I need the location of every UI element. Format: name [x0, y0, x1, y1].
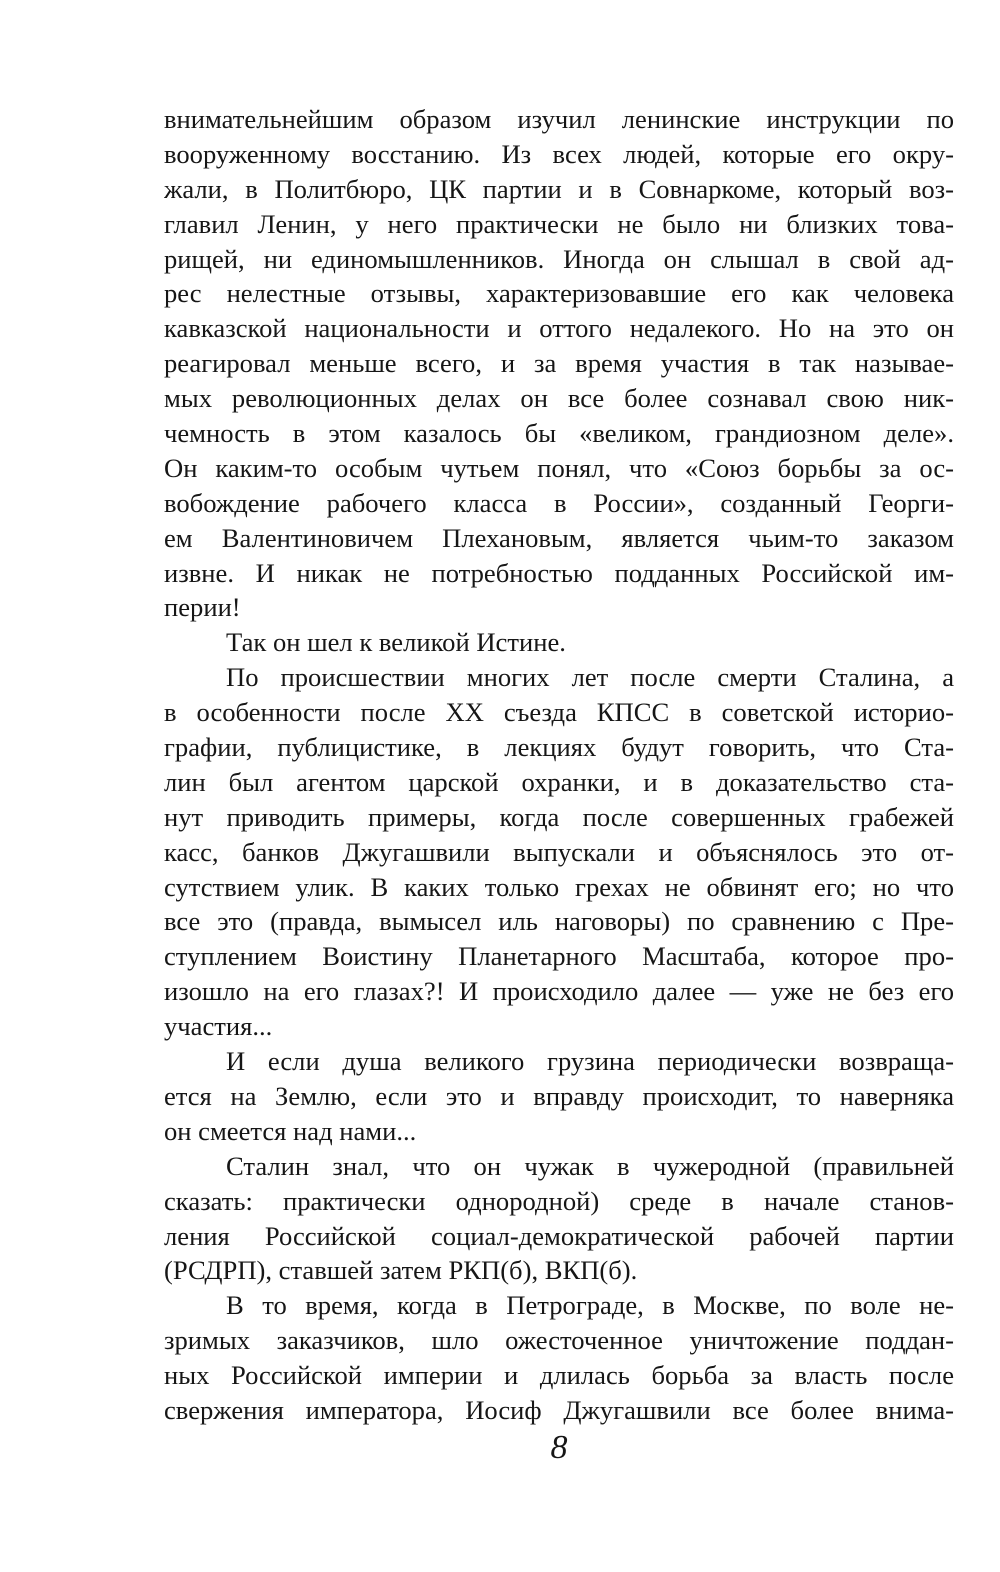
text-line: зримых заказчиков, шло ожесточенное уничтожение поддан- — [164, 1325, 954, 1356]
text-line: в особенности после XX съезда КПСС в советской историо- — [164, 697, 954, 728]
text-line: касс, банков Джугашвили выпускали и объяснялось это от- — [164, 836, 954, 867]
text-line: ления Российской социал-демократической рабочей партии — [164, 1220, 954, 1251]
text-line: Сталин знал, что он чужак в чужеродной (правильней — [226, 1150, 954, 1181]
text-line: вооруженному восстанию. Из всех людей, которые его окру- — [164, 138, 954, 169]
text-line: изошло на его глазах?! И происходило далее — уже не без его — [164, 976, 954, 1007]
text-line: реагировал меньше всего, и за время участия в так называе- — [164, 348, 954, 379]
text-line: кавказской национальности и оттого недалекого. Но на это он — [164, 313, 954, 344]
text-line: все это (правда, вымысел иль наговоры) по сравнению с Пре- — [164, 906, 954, 937]
text-line: главил Ленин, у него практически не было ни близких това- — [164, 208, 954, 239]
page-number: 8 — [550, 1429, 568, 1466]
text-line: перии! — [164, 592, 241, 623]
text-line: нут приводить примеры, когда после совершенных грабежей — [164, 801, 954, 832]
text-line: извне. И никак не потребностью подданных Российской им- — [164, 557, 954, 588]
text-line: участия... — [164, 1011, 273, 1042]
text-line: мых революционных делах он все более сознавал свою ник- — [164, 383, 954, 414]
text-line: ных Российской империи и длилась борьба за власть после — [164, 1360, 954, 1391]
text-line: чемность в этом казалось бы «великом, грандиозном деле». — [164, 418, 954, 449]
body-text — [164, 102, 954, 1428]
text-line: Так он шел к великой Истине. — [226, 627, 566, 658]
text-line: рищей, ни единомышленников. Иногда он слышал в свой ад- — [164, 243, 954, 274]
text-line: жали, в Политбюро, ЦК партии и в Совнаркоме, который воз- — [164, 173, 954, 204]
text-line: сказать: практически однородной) среде в начале станов- — [164, 1185, 954, 1216]
text-line: Он каким-то особым чутьем понял, что «Союз борьбы за ос- — [164, 452, 954, 483]
text-line: ется на Землю, если это и вправду происходит, то наверняка — [164, 1080, 954, 1111]
text-line: По происшествии многих лет после смерти Сталина, а — [226, 662, 954, 693]
text-line: ступлением Воистину Планетарного Масштаба, которое про- — [164, 941, 954, 972]
text-line: В то время, когда в Петрограде, в Москве, по воле не- — [226, 1290, 954, 1321]
text-line: ем Валентиновичем Плехановым, является чьим-то заказом — [164, 522, 954, 553]
text-line: свержения императора, Иосиф Джугашвили все более внима- — [164, 1394, 954, 1425]
text-line: (РСДРП), ставшей затем РКП(б), ВКП(б). — [164, 1255, 638, 1286]
text-line: внимательнейшим образом изучил ленинские инструкции по — [164, 104, 954, 134]
text-line: графии, публицистике, в лекциях будут говорить, что Ста- — [164, 732, 954, 763]
text-line: вобождение рабочего класса в России», созданный Георги- — [164, 487, 954, 518]
text-line: он смеется над нами... — [164, 1115, 417, 1146]
text-line: рес нелестные отзывы, характеризовавшие его как человека — [164, 278, 954, 309]
text-line: сутствием улик. В каких только грехах не обвинят его; но что — [164, 871, 954, 902]
text-line: лин был агентом царской охранки, и в доказательство ста- — [164, 766, 954, 797]
text-line: И если душа великого грузина периодически возвраща- — [226, 1046, 954, 1077]
